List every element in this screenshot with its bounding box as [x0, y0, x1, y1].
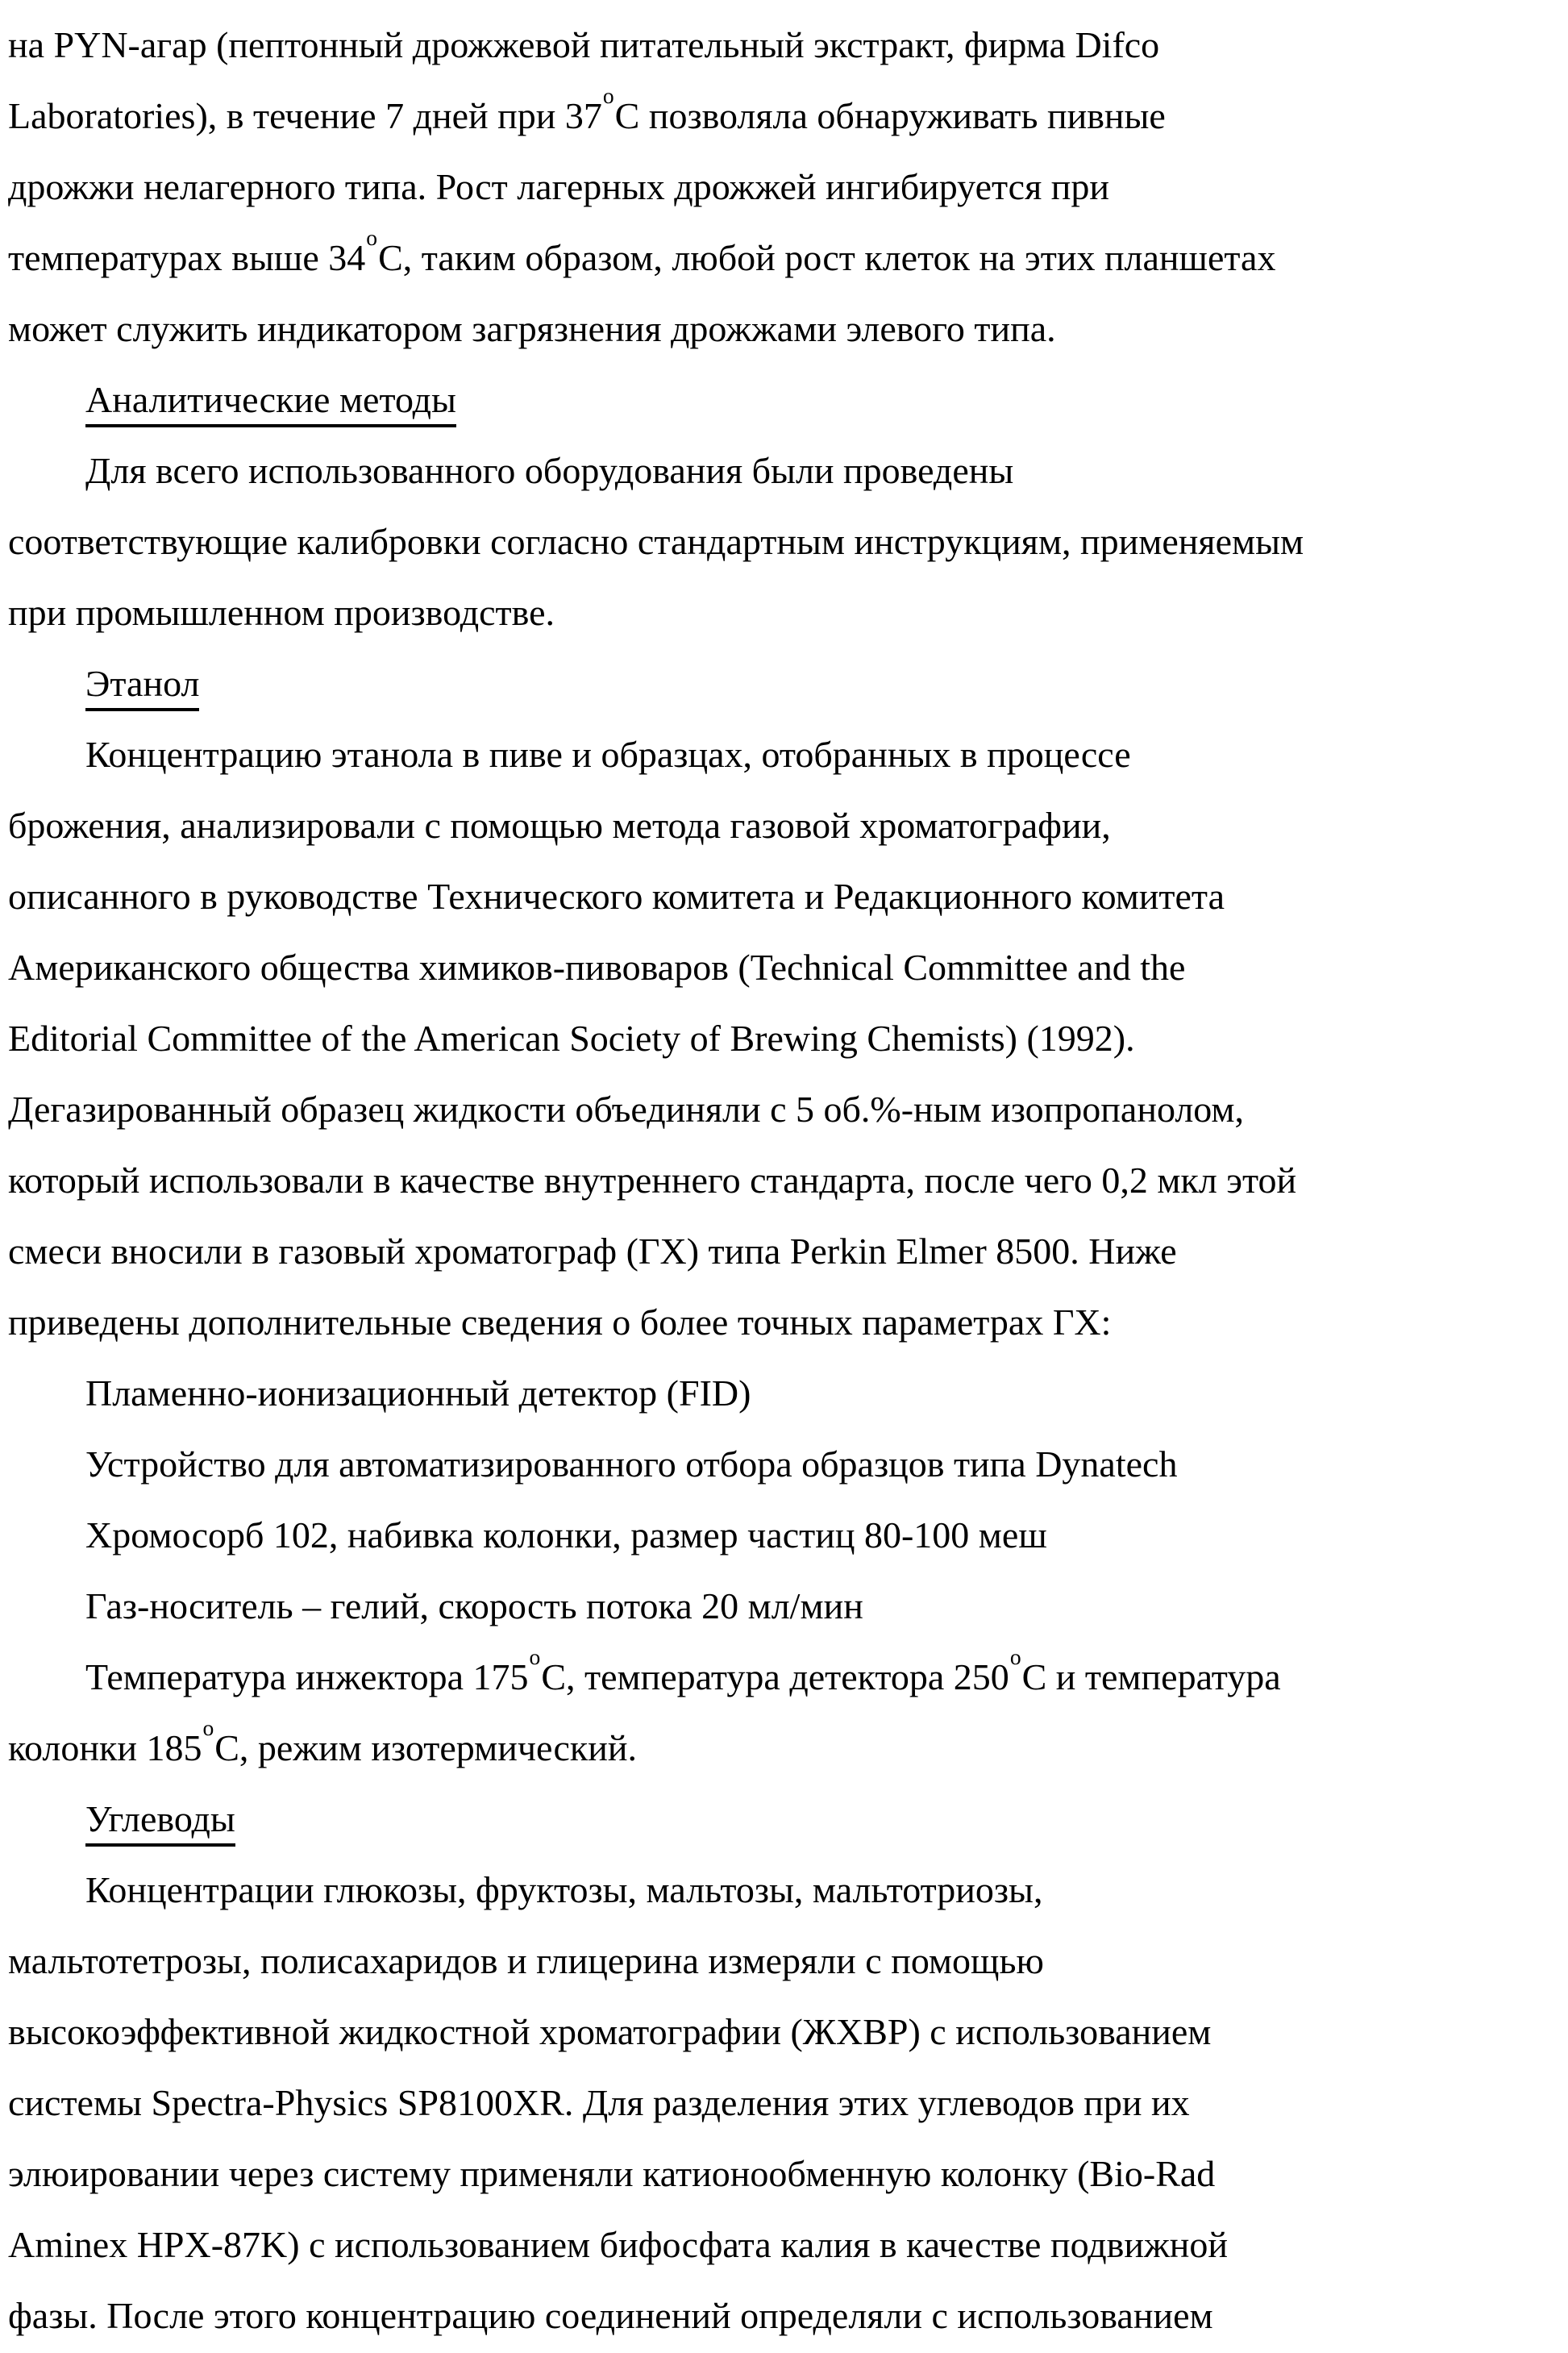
- heading-analytical-methods: [8, 364, 1560, 435]
- text-line-21: Устройство для автоматизированного отбора образцов типа Dynatech: [85, 1443, 1178, 1485]
- text-line-5: может служить индикатором загрязнения дрожжами элевого типа.: [8, 308, 1056, 349]
- text-line-16: Дегазированный образец жидкости объединяли с 5 об.%-ным изопропанолом,: [8, 1089, 1245, 1130]
- text-line-32: Aminex HPX-87K) с использованием бифосфата калия в качестве подвижной: [8, 2224, 1229, 2265]
- text-line-22: Хромосорб 102, набивка колонки, размер частиц 80-100 меш: [85, 1514, 1047, 1555]
- text-line-30: системы Spectra-Physics SP8100XR. Для разделения этих углеводов при их: [8, 2082, 1190, 2123]
- heading-underline: Углеводы: [85, 1798, 235, 1847]
- text-line-2: Laboratories), в течение 7 дней при $37^оС$ позволяла обнаруживать пивные: [8, 82, 1166, 136]
- text-line-23: Газ-носитель – гелий, скорость потока 20 мл/мин: [85, 1585, 863, 1626]
- text-line-14: Американского общества химиков-пивоваров (Technical Committee and the: [8, 947, 1186, 988]
- text-line-28: мальтотетрозы, полисахаридов и глицерина измеряли с помощью: [8, 1940, 1044, 1981]
- heading-carbohydrates: [8, 1784, 1560, 1855]
- heading-ethanol: [8, 648, 1560, 719]
- text-line-3: дрожжи нелагерного типа. Рост лагерных дрожжей ингибируется при: [8, 166, 1109, 207]
- text-line-19: приведены дополнительные сведения о более точных параметрах ГХ:: [8, 1301, 1112, 1343]
- text-line-17: который использовали в качестве внутреннего стандарта, после чего 0,2 мкл этой: [8, 1160, 1297, 1201]
- text-line-7: Для всего использованного оборудования были проведены: [85, 450, 1014, 491]
- degree-superscript: о: [202, 1714, 214, 1740]
- degree-superscript: о: [366, 224, 378, 250]
- text-line-4: температурах выше $34^оС$, таким образом, любой рост клеток на этих планшетах: [8, 224, 1276, 278]
- text-line-24: Температура инжектора $175^оС$, температура детектора $250^оС$ и температура: [85, 1643, 1281, 1697]
- text-line-27: Концентрации глюкозы, фруктозы, мальтозы, мальтотриозы,: [85, 1869, 1043, 1910]
- text-line-20: Пламенно-ионизационный детектор (FID): [85, 1372, 751, 1414]
- text-line-29: высокоэффективной жидкостной хроматографии (ЖХВР) с использованием: [8, 2011, 1212, 2052]
- text-line-1: на PYN-агар (пептонный дрожжевой питательный экстракт, фирма Difco: [8, 24, 1160, 65]
- text-line-13: описанного в руководстве Технического комитета и Редакционного комитета: [8, 876, 1225, 917]
- heading-underline: Аналитические методы: [85, 379, 456, 427]
- degree-superscript: о: [529, 1643, 541, 1669]
- degree-superscript: о: [602, 82, 614, 108]
- text-line-31: элюировании через систему применяли катионообменную колонку (Bio-Rad: [8, 2153, 1216, 2194]
- heading-underline: Этанол: [85, 663, 199, 711]
- text-line-15: Editorial Committee of the American Society of Brewing Chemists) (1992).: [8, 1018, 1135, 1059]
- text-line-33: фазы. После этого концентрацию соединений определяли с использованием: [8, 2295, 1213, 2336]
- text-line-12: брожения, анализировали с помощью метода газовой хроматографии,: [8, 805, 1111, 846]
- text-line-8: соответствующие калибровки согласно стандартным инструкциям, применяемым: [8, 521, 1304, 562]
- text-line-25: колонки $185^оС$, режим изотермический.: [8, 1714, 638, 1768]
- degree-superscript: о: [1009, 1643, 1021, 1669]
- text-line-11: Концентрацию этанола в пиве и образцах, отобранных в процессе: [85, 734, 1131, 775]
- text-line-18: смеси вносили в газовый хроматограф (ГХ) типа Perkin Elmer 8500. Ниже: [8, 1231, 1177, 1272]
- text-line-9: при промышленном производстве.: [8, 592, 555, 633]
